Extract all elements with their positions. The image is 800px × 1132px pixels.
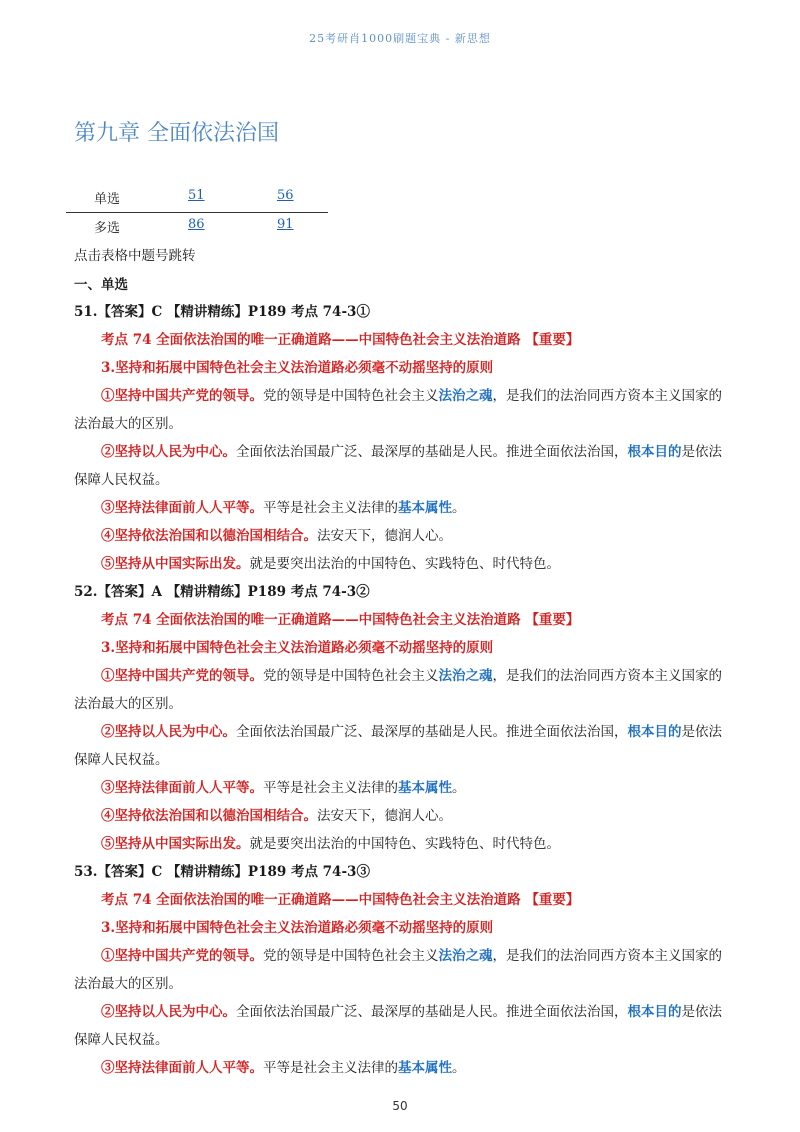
point-paragraph <box>74 550 730 578</box>
question-heading: 52.【答案】A 【精讲精练】P189 考点 74-3② <box>74 584 370 600</box>
toc-link[interactable]: 51 <box>188 188 205 203</box>
point-text: 。 <box>452 1060 466 1076</box>
point-title: ③坚持法律面前人人平等。 <box>101 1060 263 1076</box>
point-text: 平等是社会主义法律的 <box>263 500 398 516</box>
point-text: 就是要突出法治的中国特色、实践特色、时代特色。 <box>249 556 560 572</box>
point-title: ②坚持以人民为中心。 <box>101 724 236 740</box>
point-text: 。 <box>452 780 466 796</box>
point-text: 就是要突出法治的中国特色、实践特色、时代特色。 <box>249 836 560 852</box>
point-paragraph <box>74 830 730 858</box>
point-text: 是依法保障人民权益。 <box>74 444 722 488</box>
point-paragraph <box>74 494 730 522</box>
principle-line: 3.坚持和拓展中国特色社会主义法治道路必须毫不动摇坚持的原则 <box>101 920 494 936</box>
kaodian-line: 考点 74 全面依法治国的唯一正确道路——中国特色社会主义法治道路 【重要】 <box>101 612 580 628</box>
point-text: 全面依法治国最广泛、最深厚的基础是人民。推进全面依法治国， <box>236 1004 628 1020</box>
keyword: 根本目的 <box>627 724 682 740</box>
point-paragraph <box>74 718 730 774</box>
point-text: 党的领导是中国特色社会主义 <box>263 388 439 404</box>
point-text: 是依法保障人民权益。 <box>74 1004 722 1048</box>
point-text: ，是我们的法治同西方资本主义国家的法治最大的区别。 <box>74 388 722 432</box>
kaodian-line: 考点 74 全面依法治国的唯一正确道路——中国特色社会主义法治道路 【重要】 <box>101 892 580 908</box>
point-title: ①坚持中国共产党的领导。 <box>101 668 263 684</box>
point-text: ，是我们的法治同西方资本主义国家的法治最大的区别。 <box>74 948 722 992</box>
point-title: ④坚持依法治国和以德治国相结合。 <box>101 808 317 824</box>
keyword: 法治之魂 <box>438 388 493 404</box>
point-paragraph <box>74 998 730 1054</box>
page-header: 25考研肖1000刷题宝典 - 新思想 <box>309 32 491 45</box>
toc-row-single <box>66 184 328 212</box>
point-paragraph <box>74 438 730 494</box>
point-title: ①坚持中国共产党的领导。 <box>101 388 263 404</box>
keyword: 根本目的 <box>627 444 682 460</box>
toc-link[interactable]: 56 <box>277 188 294 203</box>
toc-table <box>66 184 328 241</box>
point-paragraph <box>74 662 730 718</box>
keyword: 法治之魂 <box>438 948 493 964</box>
point-text: 全面依法治国最广泛、最深厚的基础是人民。推进全面依法治国， <box>236 724 628 740</box>
section-heading: 一、单选 <box>74 277 128 293</box>
question-heading: 51.【答案】C 【精讲精练】P189 考点 74-3① <box>74 304 370 320</box>
jump-hint: 点击表格中题号跳转 <box>74 248 196 264</box>
point-title: ③坚持法律面前人人平等。 <box>101 500 263 516</box>
point-title: ⑤坚持从中国实际出发。 <box>101 836 250 852</box>
point-title: ②坚持以人民为中心。 <box>101 1004 236 1020</box>
point-text: 平等是社会主义法律的 <box>263 1060 398 1076</box>
keyword: 基本属性 <box>398 500 452 516</box>
point-text: 法安天下，德润人心。 <box>317 808 452 824</box>
point-text: 平等是社会主义法律的 <box>263 780 398 796</box>
keyword: 基本属性 <box>398 1060 452 1076</box>
keyword: 根本目的 <box>627 1004 682 1020</box>
toc-link[interactable]: 91 <box>277 217 294 232</box>
toc-label: 单选 <box>94 192 121 207</box>
point-paragraph <box>74 802 730 830</box>
point-title: ③坚持法律面前人人平等。 <box>101 780 263 796</box>
keyword: 法治之魂 <box>438 668 493 684</box>
question-heading: 53.【答案】C 【精讲精练】P189 考点 74-3③ <box>74 864 370 880</box>
keyword: 基本属性 <box>398 780 452 796</box>
point-title: ④坚持依法治国和以德治国相结合。 <box>101 528 317 544</box>
point-text: 法安天下，德润人心。 <box>317 528 452 544</box>
point-text: ，是我们的法治同西方资本主义国家的法治最大的区别。 <box>74 668 722 712</box>
point-paragraph <box>74 774 730 802</box>
point-paragraph <box>74 1054 730 1082</box>
point-title: ①坚持中国共产党的领导。 <box>101 948 263 964</box>
answer-content <box>74 298 730 1082</box>
point-text: 全面依法治国最广泛、最深厚的基础是人民。推进全面依法治国， <box>236 444 628 460</box>
kaodian-line: 考点 74 全面依法治国的唯一正确道路——中国特色社会主义法治道路 【重要】 <box>101 332 580 348</box>
toc-label: 多选 <box>94 221 121 236</box>
point-title: ②坚持以人民为中心。 <box>101 444 236 460</box>
principle-line: 3.坚持和拓展中国特色社会主义法治道路必须毫不动摇坚持的原则 <box>101 640 494 656</box>
point-paragraph <box>74 522 730 550</box>
point-text: 。 <box>452 500 466 516</box>
point-paragraph <box>74 942 730 998</box>
point-text: 党的领导是中国特色社会主义 <box>263 948 439 964</box>
toc-link[interactable]: 86 <box>188 217 205 232</box>
point-paragraph <box>74 382 730 438</box>
page-number: 50 <box>392 1099 408 1113</box>
chapter-title: 第九章 全面依法治国 <box>74 121 279 146</box>
point-text: 是依法保障人民权益。 <box>74 724 722 768</box>
toc-row-multi <box>66 213 328 241</box>
principle-line: 3.坚持和拓展中国特色社会主义法治道路必须毫不动摇坚持的原则 <box>101 360 494 376</box>
point-title: ⑤坚持从中国实际出发。 <box>101 556 250 572</box>
point-text: 党的领导是中国特色社会主义 <box>263 668 439 684</box>
